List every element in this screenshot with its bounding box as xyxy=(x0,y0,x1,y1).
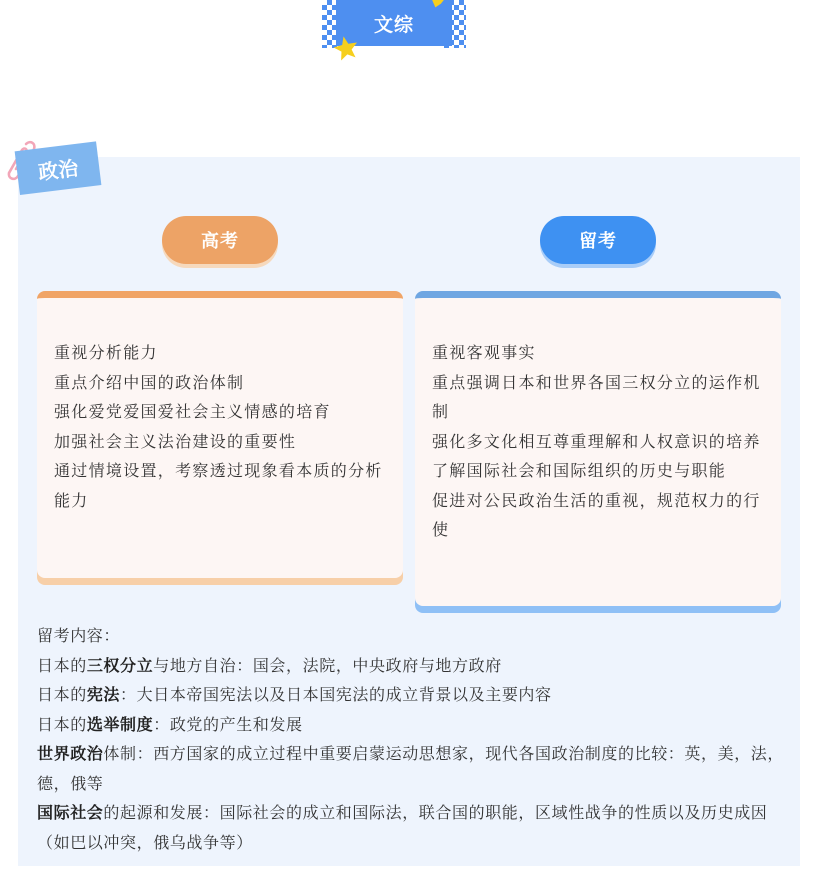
liukao-card xyxy=(415,291,781,606)
content-heading: 留考内容： xyxy=(37,626,121,645)
gaokao-card xyxy=(37,291,403,578)
list-item: 强化爱党爱国爱社会主义情感的培育 xyxy=(54,402,331,421)
list-item: 促进对公民政治生活的重视，规范权力的行使 xyxy=(432,490,761,539)
list-item: 强化多文化相互尊重理解和人权意识的培养 xyxy=(432,431,761,451)
gaokao-list xyxy=(54,338,389,515)
subject-badge-label: 文综 xyxy=(336,0,452,46)
list-item: 了解国际社会和国际组织的历史与职能 xyxy=(432,461,727,480)
content-line: 世界政治体制：西方国家的成立过程中重要启蒙运动思想家，现代各国政治制度的比较：英，美，法，德，俄等 xyxy=(37,744,785,793)
liukao-pill: 留考 xyxy=(540,216,656,264)
list-item: 重视客观事实 xyxy=(432,343,536,362)
content-line: 日本的宪法：大日本帝国宪法以及日本国宪法的成立背景以及主要内容 xyxy=(37,685,552,704)
content-line: 日本的三权分立与地方自治：国会，法院，中央政府与地方政府 xyxy=(37,655,502,675)
star-icon xyxy=(333,35,359,61)
section-tag-politics: 政治 xyxy=(15,141,102,195)
list-item: 重视分析能力 xyxy=(54,343,158,362)
list-item: 重点强调日本和世界各国三权分立的运作机制 xyxy=(432,372,761,421)
star-icon xyxy=(428,0,450,8)
exam-content-section xyxy=(37,621,789,857)
liukao-list xyxy=(432,338,767,545)
list-item: 重点介绍中国的政治体制 xyxy=(54,372,245,392)
content-line: 国际社会的起源和发展：国际社会的成立和国际法，联合国的职能，区域性战争的性质以及历史成因（如巴以冲突，俄乌战争等） xyxy=(37,803,768,852)
list-item: 通过情境设置，考察透过现象看本质的分析能力 xyxy=(54,461,383,510)
gaokao-pill: 高考 xyxy=(162,216,278,264)
content-line: 日本的选举制度：政党的产生和发展 xyxy=(37,714,303,734)
list-item: 加强社会主义法治建设的重要性 xyxy=(54,431,297,451)
